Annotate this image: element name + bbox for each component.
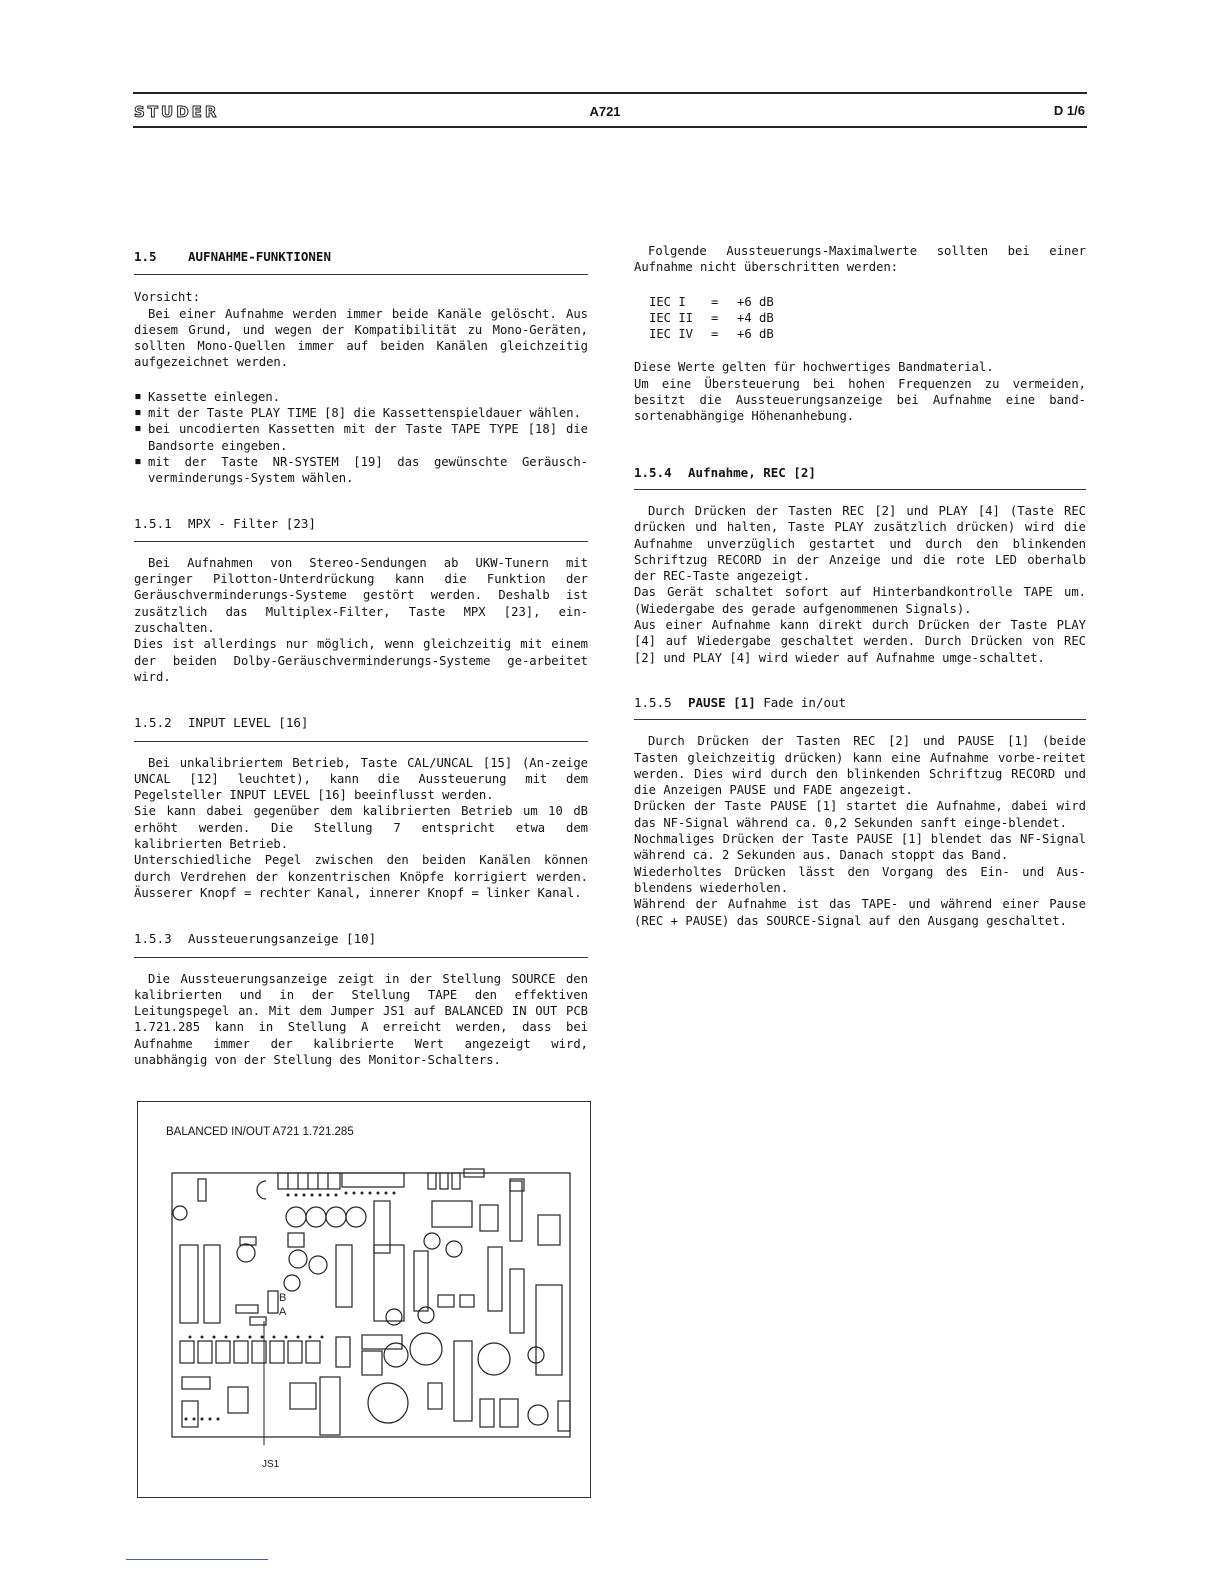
model-label: A721 xyxy=(589,104,621,119)
paragraph: Während der Aufnahme ist das TAPE- und während einer Pause (REC + PAUSE) das SOURCE-Signal auf den Ausgang geschaltet. xyxy=(634,897,1086,928)
list-item: ▪ Kassette einlegen. xyxy=(134,389,588,405)
table-row xyxy=(649,294,774,310)
section-rule xyxy=(134,274,588,275)
right-column xyxy=(634,243,1086,929)
section-number: 1.5.5 xyxy=(634,694,672,710)
section-rule xyxy=(634,489,1086,490)
brand-logo: STUDER xyxy=(134,103,220,121)
section-title-suffix: Fade in/out xyxy=(763,694,847,710)
paragraph: Unterschiedliche Pegel zwischen den beiden Kanälen können durch Verdrehen der konzentrischen Knöpfe korrigiert werden. Äusserer Knopf = rechter Kanal, innerer Knopf = linker Kanal. xyxy=(134,853,588,900)
section-rule xyxy=(134,957,588,958)
paragraph: Durch Drücken der Tasten REC [2] und PAUSE [1] (beide Tasten gleichzeitig drücken) kann eine Aufnahme vorbe-reitet werden. Dies wird durch den blinkenden Schriftzug RECORD und die Anzeigen PAUSE und FADE angezeigt. xyxy=(634,734,1086,798)
jumper-label-b: B xyxy=(279,1292,287,1304)
paragraph: Dies ist allerdings nur möglich, wenn gleichzeitig mit einem der beiden Dolby-Geräuschverminderungs-Systeme ge-arbeitet wird. xyxy=(134,637,588,684)
caution-label: Vorsicht: xyxy=(134,290,201,305)
paragraph: Bei Aufnahmen von Stereo-Sendungen ab UKW-Tunern mit geringer Pilotton-Unterdrückung kann die Funktion der Geräuschverminderungs-Systeme gestört werden. Deshalb ist zusätzlich das Multiplex-Filter, Taste MPX [23], ein-zuschalten. xyxy=(134,555,588,636)
table-cell: IEC IV xyxy=(649,327,694,342)
paragraph: Wiederholtes Drücken lässt den Vorgang des Ein- und Aus-blendens wiederholen. xyxy=(634,864,1086,895)
paragraph: Drücken der Taste PAUSE [1] startet die Aufnahme, dabei wird das NF-Signal während ca. 0,2 Sekunden sanft einge-blendet. xyxy=(634,799,1086,830)
steps-list xyxy=(134,389,588,487)
iec-level-table xyxy=(649,294,774,343)
pcb-layout-drawing xyxy=(170,1165,574,1445)
left-column xyxy=(134,249,588,1068)
section-title: Aufnahme, REC [2] xyxy=(688,464,816,480)
page-number: D 1/6 xyxy=(1053,103,1085,118)
footer-link-line xyxy=(126,1559,268,1560)
section-1-5-1-heading xyxy=(134,516,588,532)
paragraph: Um eine Übersteuerung bei hohen Frequenzen zu vermeiden, besitzt die Aussteuerungsanzeige bei Aufnahme eine band-sortenabhängige Höhenanhebung. xyxy=(634,376,1086,424)
paragraph: Folgende Aussteuerungs-Maximalwerte sollten bei einer Aufnahme nicht überschritten werden: xyxy=(634,244,1086,275)
table-cell: IEC I xyxy=(649,294,686,309)
table-cell: = xyxy=(711,294,719,309)
table-cell: IEC II xyxy=(649,310,694,325)
section-number: 1.5.1 xyxy=(134,515,172,531)
section-number: 1.5.4 xyxy=(634,464,672,480)
caution-text: Bei einer Aufnahme werden immer beide Kanäle gelöscht. Aus diesem Grund, und wegen der Kompatibilität zu Mono-Geräten, sollten Mono-Quellen immer auf beiden Kanälen gleichzeitig aufgezeichnet werden. xyxy=(134,306,588,370)
header-rule-bottom xyxy=(133,126,1087,128)
section-title: Aussteuerungsanzeige [10] xyxy=(188,931,377,947)
section-title: PAUSE [1] xyxy=(688,694,756,710)
table-cell: +4 dB xyxy=(737,310,774,325)
section-number: 1.5.2 xyxy=(134,715,172,731)
paragraph: Durch Drücken der Tasten REC [2] und PLAY [4] (Taste REC drücken und halten, Taste PLAY zusätzlich drücken) wird die Aufnahme unverzüglich gestartet und durch den blinkenden Schriftzug RECORD in der Anzeige und die rote LED oberhalb der REC-Taste angezeigt. xyxy=(634,503,1086,584)
paragraph: Sie kann dabei gegenüber dem kalibrierten Betrieb um 10 dB erhöht werden. Die Stellung 7 entspricht etwa dem kalibrierten Betrieb. xyxy=(134,804,588,852)
section-rule xyxy=(134,741,588,742)
paragraph: Bei unkalibriertem Betrieb, Taste CAL/UNCAL [15] (An-zeige UNCAL [12] leuchtet), kann die Aussteuerung mit dem Pegelsteller INPUT LEVEL [16] beeinflusst werden. xyxy=(134,755,588,803)
table-cell: = xyxy=(711,327,719,342)
table-row xyxy=(649,310,774,326)
table-cell: +6 dB xyxy=(737,327,774,342)
list-item: ▪ bei uncodierten Kassetten mit der Taste TAPE TYPE [18] die Bandsorte eingeben. xyxy=(134,421,588,454)
paragraph: Diese Werte gelten für hochwertiges Bandmaterial. xyxy=(634,360,994,375)
section-title: INPUT LEVEL [16] xyxy=(188,715,309,731)
section-title: MPX - Filter [23] xyxy=(188,515,316,531)
section-title: AUFNAHME-FUNKTIONEN xyxy=(188,249,331,264)
section-1-5-5-heading xyxy=(634,695,1086,711)
section-number: 1.5 xyxy=(134,249,157,264)
section-1-5-3-heading xyxy=(134,931,588,947)
paragraph: Aus einer Aufnahme kann direkt durch Drücken der Taste PLAY [4] auf Wiedergabe geschaltet werden. Durch Drücken von REC [2] und PLAY [4] wird wieder auf Aufnahme umge-schaltet. xyxy=(634,618,1086,665)
section-rule xyxy=(134,541,588,542)
section-1-5-heading xyxy=(134,249,588,265)
paragraph: Das Gerät schaltet sofort auf Hinterbandkontrolle TAPE um. (Wiedergabe des gerade aufgenommenen Signals). xyxy=(634,585,1086,616)
table-row xyxy=(649,326,774,342)
section-1-5-4-heading xyxy=(634,465,1086,481)
figure-title: BALANCED IN/OUT A721 1.721.285 xyxy=(166,1126,354,1138)
section-rule xyxy=(634,719,1086,720)
header-rule-top xyxy=(133,92,1087,94)
table-cell: +6 dB xyxy=(737,294,774,309)
list-item: ▪ mit der Taste PLAY TIME [8] die Kassettenspieldauer wählen. xyxy=(134,405,588,421)
section-1-5-2-heading xyxy=(134,715,588,731)
table-cell: = xyxy=(711,310,719,325)
paragraph: Die Aussteuerungsanzeige zeigt in der Stellung SOURCE den kalibrierten und in der Stellung TAPE den effektiven Leitungspegel an. Mit dem Jumper JS1 auf BALANCED IN OUT PCB 1.721.285 kann in Stellung A erreicht werden, dass bei Aufnahme immer der kalibrierte Wert angezeigt wird, unabhängig von der Stellung des Monitor-Schalters. xyxy=(134,971,588,1067)
list-item: ▪ mit der Taste NR-SYSTEM [19] das gewünschte Geräusch-verminderungs-System wählen. xyxy=(134,454,588,487)
jumper-js1-label: JS1 xyxy=(262,1459,280,1470)
section-number: 1.5.3 xyxy=(134,931,172,947)
paragraph: Nochmaliges Drücken der Taste PAUSE [1] blendet das NF-Signal während ca. 2 Sekunden aus. Danach stoppt das Band. xyxy=(634,832,1086,863)
jumper-label-a: A xyxy=(279,1306,287,1318)
